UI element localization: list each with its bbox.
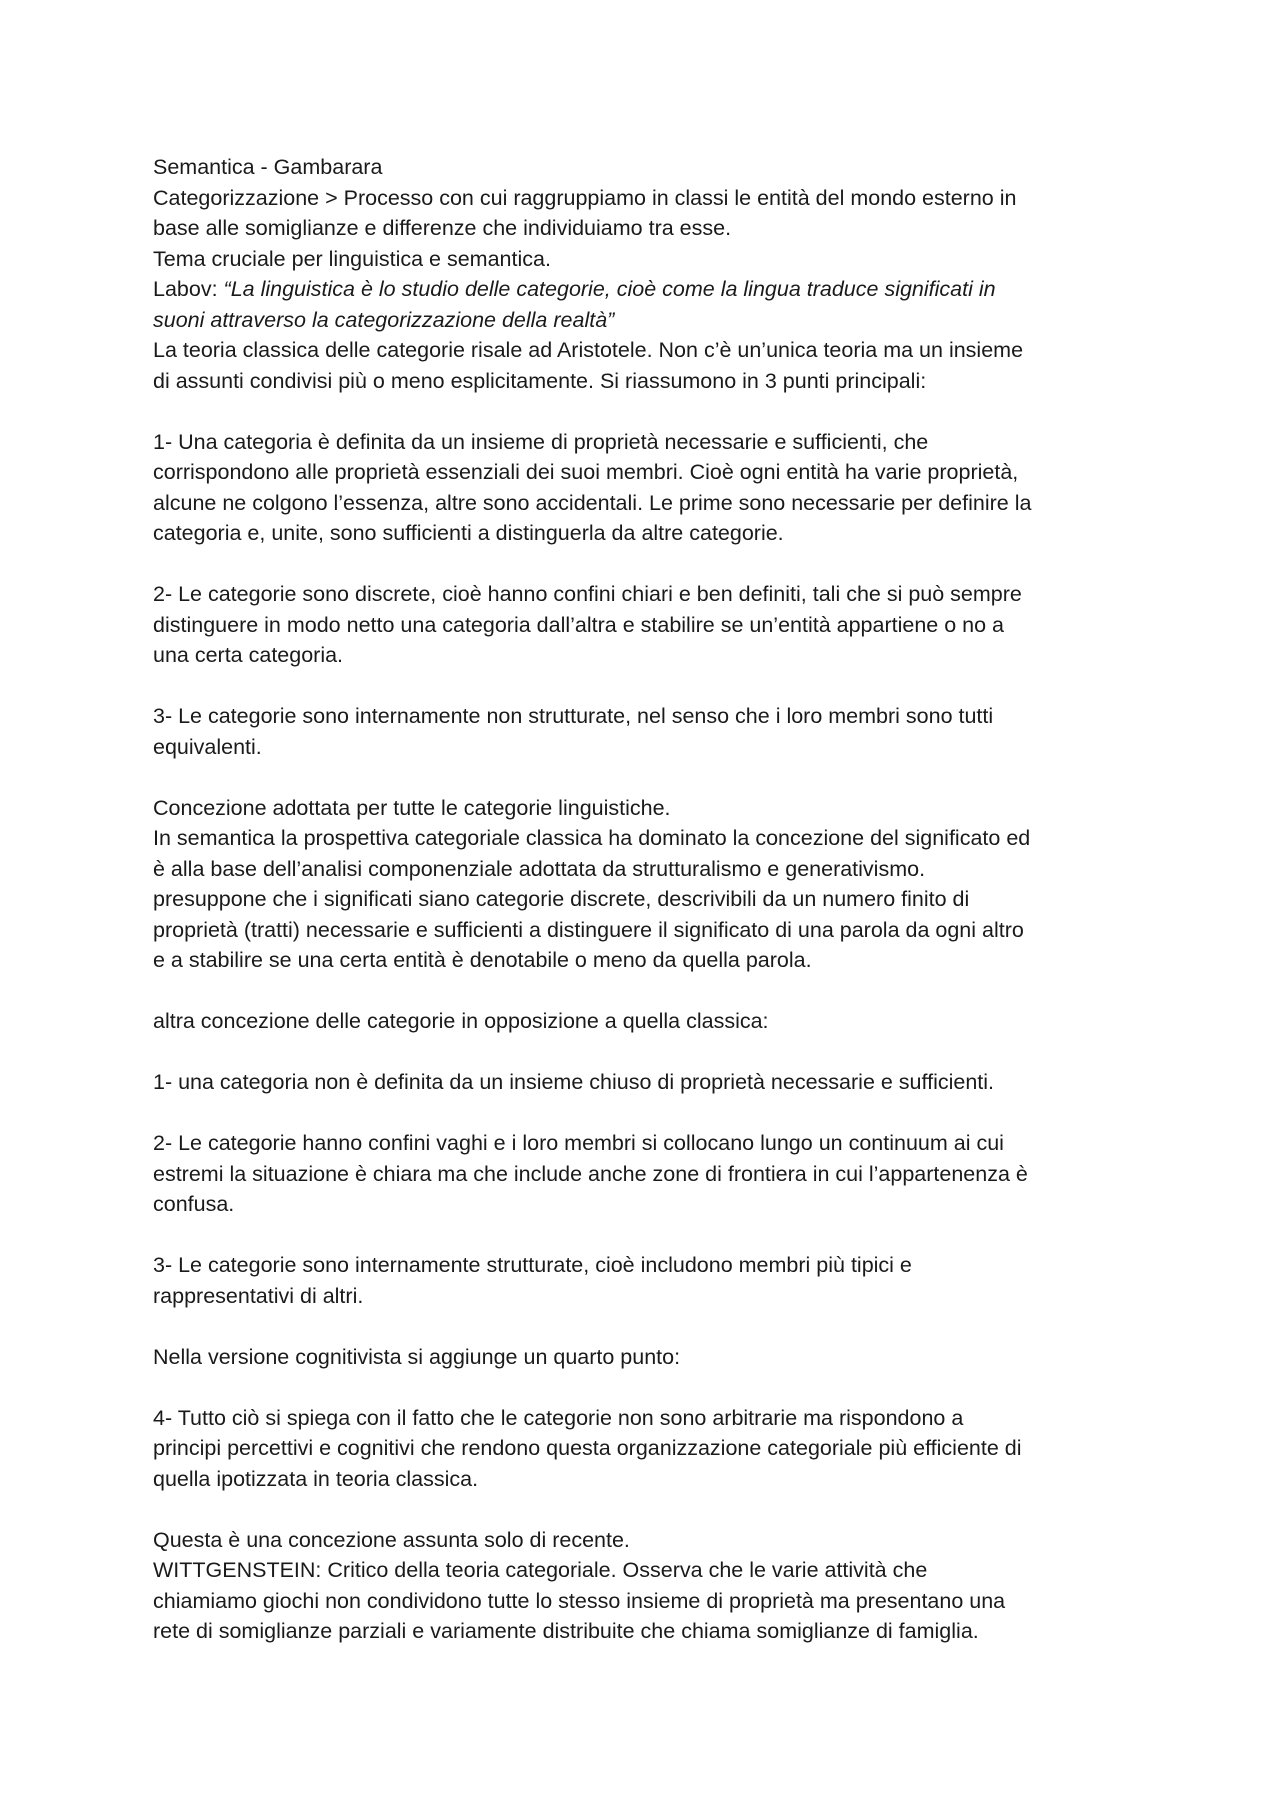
paragraph-gap [153, 1372, 1133, 1403]
paragraph-gap [153, 976, 1133, 1007]
text-line: equivalenti. [153, 734, 262, 759]
paragraph-gap [153, 396, 1133, 427]
labov-quote: “La linguistica è lo studio delle categorie, cioè come la lingua traduce significati in [223, 277, 996, 301]
text-line: 4- Tutto ciò si spiega con il fatto che le categorie non sono arbitrarie ma rispondono a [153, 1405, 964, 1430]
paragraph-gap [153, 549, 1133, 580]
text-line: Tema cruciale per linguistica e semantica. [153, 246, 551, 271]
text-line: presuppone che i significati siano categorie discrete, descrivibili da un numero finito di [153, 887, 970, 911]
text-line: rappresentativi di altri. [153, 1283, 364, 1308]
text-line: estremi la situazione è chiara ma che include anche zone di frontiera in cui l’appartenenza è [153, 1161, 1028, 1186]
text-line: e a stabilire se una certa entità è denotabile o meno da quella parola. [153, 948, 812, 972]
paragraph-gap [153, 1494, 1133, 1525]
text-line: categoria e, unite, sono sufficienti a distinguerla da altre categorie. [153, 521, 784, 545]
labov-label: Labov: [153, 277, 224, 301]
labov-quote-continued: suoni attraverso la categorizzazione della realtà” [153, 307, 615, 332]
paragraph-gap [153, 1037, 1133, 1068]
text-line: In semantica la prospettiva categoriale classica ha dominato la concezione del significato ed [153, 826, 1031, 850]
text-line: chiamiamo giochi non condividono tutte lo stesso insieme di proprietà ma presentano una [153, 1588, 1006, 1613]
paragraph-gap [153, 671, 1133, 702]
text-line: base alle somiglianze e differenze che individuiamo tra esse. [153, 216, 732, 240]
text-line: 1- una categoria non è definita da un insieme chiuso di proprietà necessarie e sufficienti. [153, 1070, 995, 1094]
text-line: 2- Le categorie hanno confini vaghi e i loro membri si collocano lungo un continuum ai cui [153, 1131, 1004, 1155]
labov-quote-line [153, 305, 1133, 336]
text-line: corrispondono alle proprietà essenziali dei suoi membri. Cioè ogni entità ha varie proprietà, [153, 460, 1019, 484]
text-line: rete di somiglianze parziali e variamente distribuite che chiama somiglianze di famiglia. [153, 1619, 979, 1643]
paragraph-gap [153, 1220, 1133, 1251]
text-line: proprietà (tratti) necessarie e sufficienti a distinguere il significato di una parola da ogni altro [153, 917, 1024, 942]
text-line: principi percettivi e cognitivi che rendono questa organizzazione categoriale più efficiente di [153, 1436, 1022, 1460]
text-line: 3- Le categorie sono internamente strutturate, cioè includono membri più tipici e [153, 1253, 912, 1277]
text-line: 1- Una categoria è definita da un insieme di proprietà necessarie e sufficienti, che [153, 429, 929, 454]
text-line: altra concezione delle categorie in opposizione a quella classica: [153, 1009, 769, 1033]
text-line: di assunti condivisi più o meno esplicitamente. Si riassumono in 3 punti principali: [153, 368, 927, 393]
paragraph-gap [153, 762, 1133, 793]
text-line: distinguere in modo netto una categoria dall’altra e stabilire se un’entità appartiene o no a [153, 612, 1005, 637]
text-line: confusa. [153, 1192, 235, 1216]
document-page [153, 152, 1133, 1647]
text-line: La teoria classica delle categorie risale ad Aristotele. Non c’è un’unica teoria ma un insieme [153, 338, 1024, 362]
text-line: una certa categoria. [153, 643, 344, 667]
text-line: alcune ne colgono l’essenza, altre sono accidentali. Le prime sono necessarie per definire la [153, 490, 1032, 515]
labov-quote-line [153, 274, 1133, 305]
text-line: è alla base dell’analisi componenziale adottata da strutturalismo e generativismo. [153, 856, 926, 881]
text-line: WITTGENSTEIN: Critico della teoria categoriale. Osserva che le varie attività che [153, 1558, 928, 1582]
paragraph-gap [153, 1311, 1133, 1342]
text-line: 2- Le categorie sono discrete, cioè hanno confini chiari e ben definiti, tali che si può sempre [153, 582, 1022, 606]
text-line: 3- Le categorie sono internamente non strutturate, nel senso che i loro membri sono tutti [153, 704, 994, 728]
document-title: Semantica - Gambarara [153, 155, 383, 179]
text-line: quella ipotizzata in teoria classica. [153, 1466, 479, 1491]
text-line: Categorizzazione > Processo con cui raggruppiamo in classi le entità del mondo esterno in [153, 185, 1017, 210]
text-line: Nella versione cognitivista si aggiunge un quarto punto: [153, 1344, 681, 1369]
text-line: Questa è una concezione assunta solo di recente. [153, 1527, 630, 1552]
paragraph-gap [153, 1098, 1133, 1129]
text-line: Concezione adottata per tutte le categorie linguistiche. [153, 795, 671, 820]
